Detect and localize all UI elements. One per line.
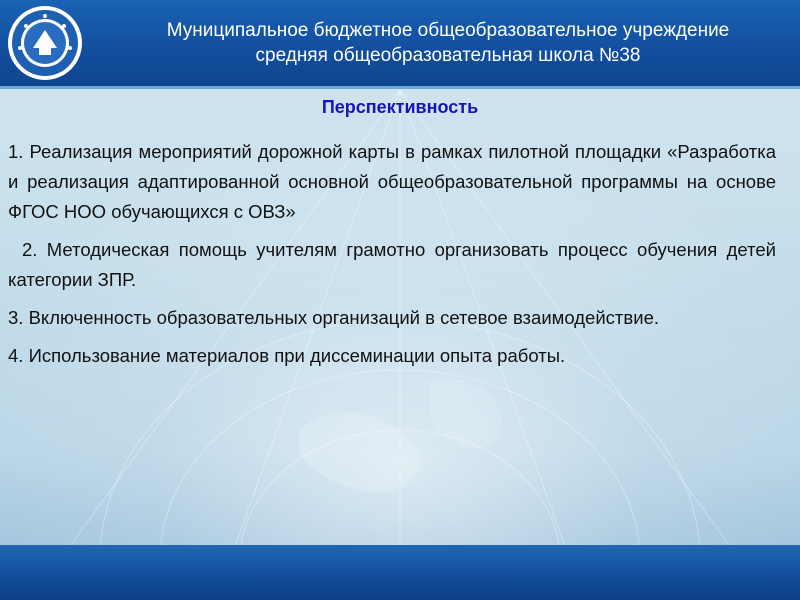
list-item-2: 2. Методическая помощь учителям грамотно организовать процесс обучения детей категории ЗПР. xyxy=(8,239,776,290)
header-title-line2: средняя общеобразовательная школа №38 xyxy=(255,45,641,66)
header-bar xyxy=(0,0,800,86)
list-item-4: 4. Использование материалов при диссеминации опыта работы. xyxy=(8,345,566,366)
footer-bar xyxy=(0,545,800,600)
header-title-line1: Муниципальное бюджетное общеобразовательное учреждение xyxy=(166,20,730,41)
list-item-1: 1. Реализация мероприятий дорожной карты в рамках пилотной площадки «Разработка и реализация адаптированной основной общеобразовательной программы на основе ФГОС НОО обучающихся с ОВЗ» xyxy=(8,141,776,222)
header-title xyxy=(96,18,800,68)
content-list xyxy=(8,137,776,379)
slide-heading: Перспективность xyxy=(321,97,479,117)
school-logo-icon xyxy=(6,4,84,82)
list-item-3: 3. Включенность образовательных организаций в сетевое взаимодействие. xyxy=(8,307,659,328)
header-divider xyxy=(0,86,800,89)
